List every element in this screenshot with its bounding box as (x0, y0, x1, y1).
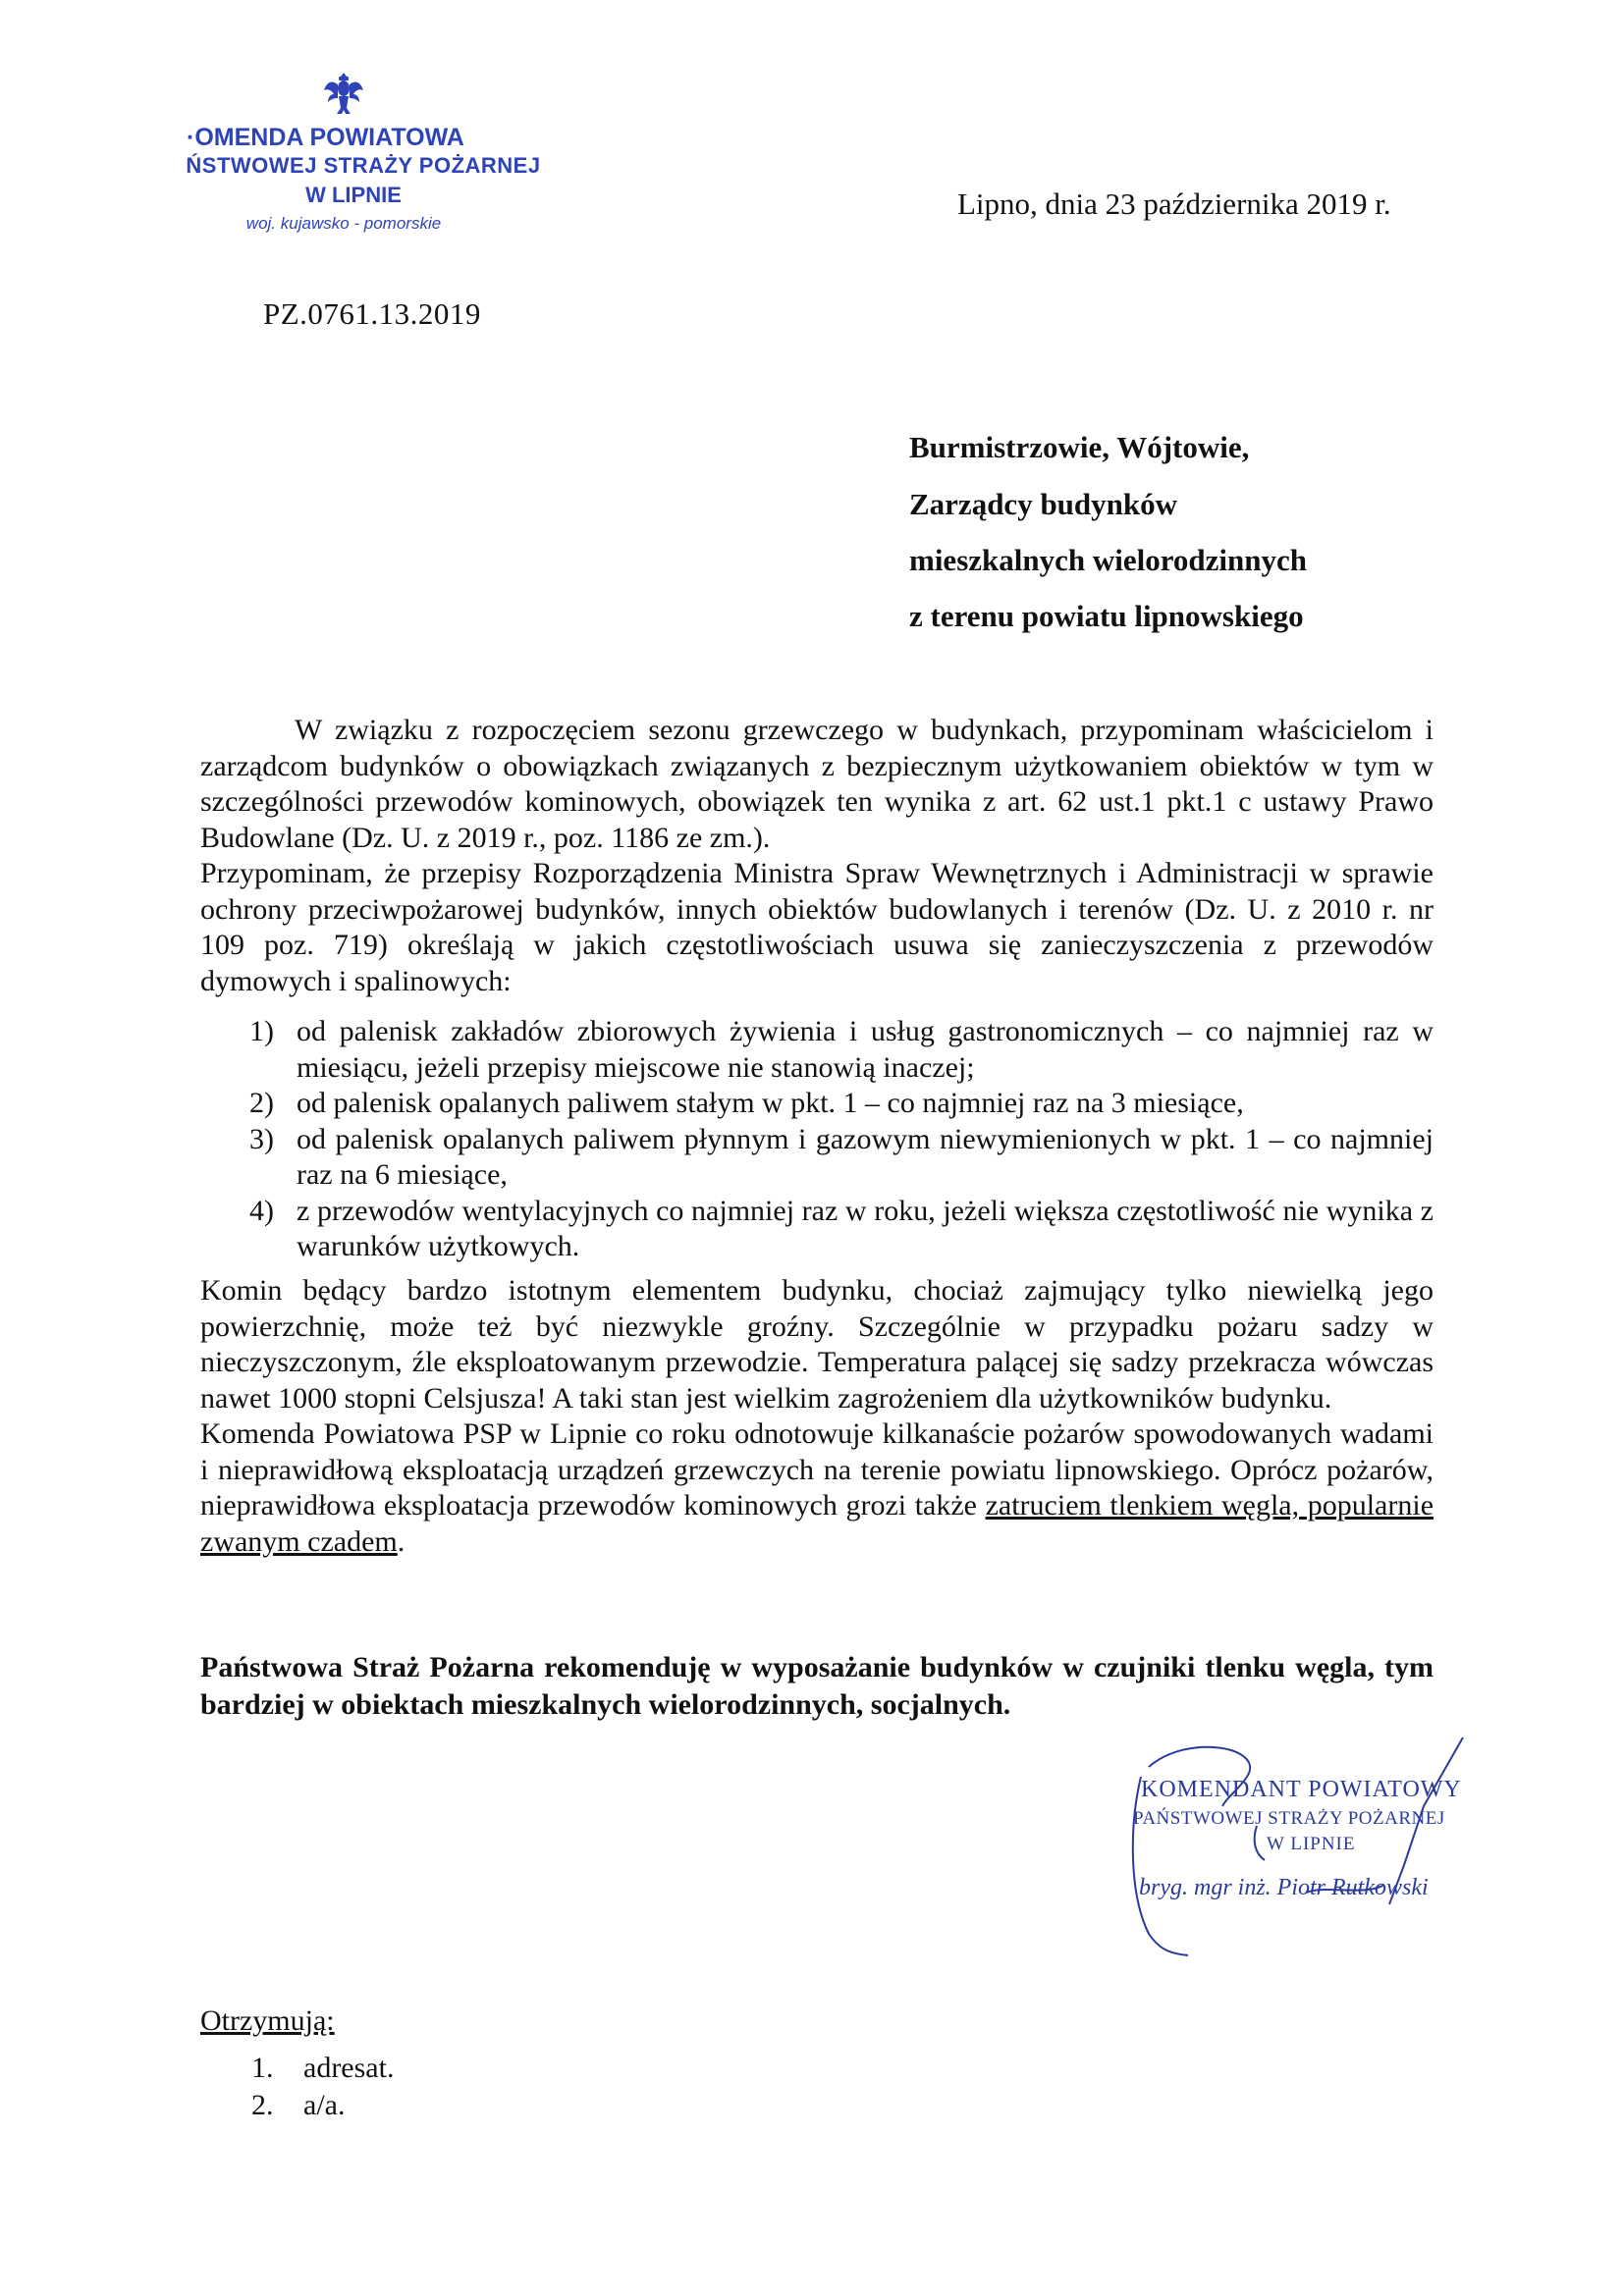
addressee-line-3: mieszkalnych wielorodzinnych (909, 543, 1308, 577)
addressee-line-4: z terenu powiatu lipnowskiego (909, 599, 1304, 633)
list-item: 3) od palenisk opalanych paliwem płynnym i gazowym niewymienionych w pkt. 1 – co najmniej raz na 6 miesiące, (249, 1122, 1434, 1191)
reference-number: PZ.0761.13.2019 (263, 296, 481, 331)
letter-date: Lipno, dnia 23 października 2019 r. (957, 187, 1391, 221)
handwritten-signature-icon (1129, 1737, 1502, 1993)
recipients-heading: Otrzymują: (200, 2004, 335, 2037)
recipients-list (200, 2050, 394, 2124)
signature-institution: PAŃSTWOWEJ STRAŻY POŻARNEJ (1133, 1808, 1445, 1829)
signature-location: W LIPNIE (1267, 1834, 1356, 1854)
addressee-line-2: Zarządcy budynków (909, 487, 1178, 521)
letterhead-line-2: ŃSTWOWEJ STRAŻY POŻARNEJ (186, 153, 541, 178)
signature-title: KOMENDANT POWIATOWY (1141, 1777, 1462, 1802)
addressee-line-1: Burmistrzowie, Wójtowie, (909, 430, 1250, 464)
list-item: 2) od palenisk opalanych paliwem stałym w pkt. 1 – co najmniej raz na 3 miesiące, (249, 1087, 1244, 1119)
letter-body-continued (200, 1273, 1434, 1560)
letter-body-intro (200, 713, 1434, 999)
paragraph-2: Przypominam, że przepisy Rozporządzenia Ministra Spraw Wewnętrznych i Administracji w sprawie ochrony przeciwpożarowej budynków, innych obiektów budowlanych i terenów (Dz. U. z 2010 r. nr 109 poz. 719) określają w jakich częstotliwościach usuwa się zanieczyszczenia z przewodów dymowych i spalinowych: (200, 857, 1434, 997)
letterhead-line-4: woj. kujawsko - pomorskie (245, 214, 442, 233)
paragraph-4: Komenda Powiatowa PSP w Lipnie co roku odnotowuje kilkanaście pożarów spowodowanych wadami i nieprawidłową eksploatacją urządzeń grzewczych na terenie powiatu lipnowskiego. Oprócz pożarów, nieprawidłowa eksploatacja przewodów kominowych grozi także zatruciem tlenkiem węgla, popularnie zwanym czadem. (200, 1417, 1434, 1558)
list-item: 2. a/a. (251, 2089, 346, 2121)
cleaning-frequency-list (200, 1014, 1434, 1265)
eagle-emblem-icon (322, 69, 365, 120)
list-item: 1. adresat. (251, 2052, 395, 2084)
letterhead-line-3: W LIPNIE (305, 183, 402, 207)
list-item: 4) z przewodów wentylacyjnych co najmniej raz w roku, jeżeli większa częstotliwość nie wynika z warunków użytkowych. (249, 1194, 1434, 1262)
signature-stamp (1129, 1737, 1502, 1993)
recipients-block (200, 2002, 394, 2124)
underlined-phrase: zatruciem tlenkiem węgla, popularnie zwanym czadem (200, 1489, 1434, 1558)
paragraph-1: W związku z rozpoczęciem sezonu grzewczego w budynkach, przypominam właścicielom i zarządcom budynków o obowiązkach związanych z bezpiecznym użytkowaniem obiektów w tym w szczególności przewodów kominowych, obowiązek ten wynika z art. 62 ust.1 pkt.1 c ustawy Prawo Budowlane (Dz. U. z 2019 r., poz. 1186 ze zm.). (200, 714, 1434, 854)
recommendation-paragraph: Państwowa Straż Pożarna rekomenduję w wyposażanie budynków w czujniki tlenku węgla, tym bardziej w obiektach mieszkalnych wielorodzinnych, socjalnych. (200, 1651, 1434, 1721)
letterhead-line-1: ·OMENDA POWIATOWA (187, 124, 464, 151)
paragraph-3: Komin będący bardzo istotnym elementem budynku, chociaż zajmujący tylko niewielką jego powierzchnię, może też być niezwykle groźny. Szczególnie w przypadku pożaru sadzy w nieczyszczonym, źle eksploatowanym przewodzie. Temperatura palącej się sadzy przekracza wówczas nawet 1000 stopni Celsjusza! A taki stan jest wielkim zagrożeniem dla użytkowników budynku. (200, 1274, 1434, 1415)
signature-name: bryg. mgr inż. Piotr Rutkowski (1139, 1875, 1429, 1900)
list-item: 1) od palenisk zakładów zbiorowych żywienia i usług gastronomicznych – co najmniej raz w miesiącu, jeżeli przepisy miejscowe nie stanowią inaczej; (249, 1015, 1434, 1084)
